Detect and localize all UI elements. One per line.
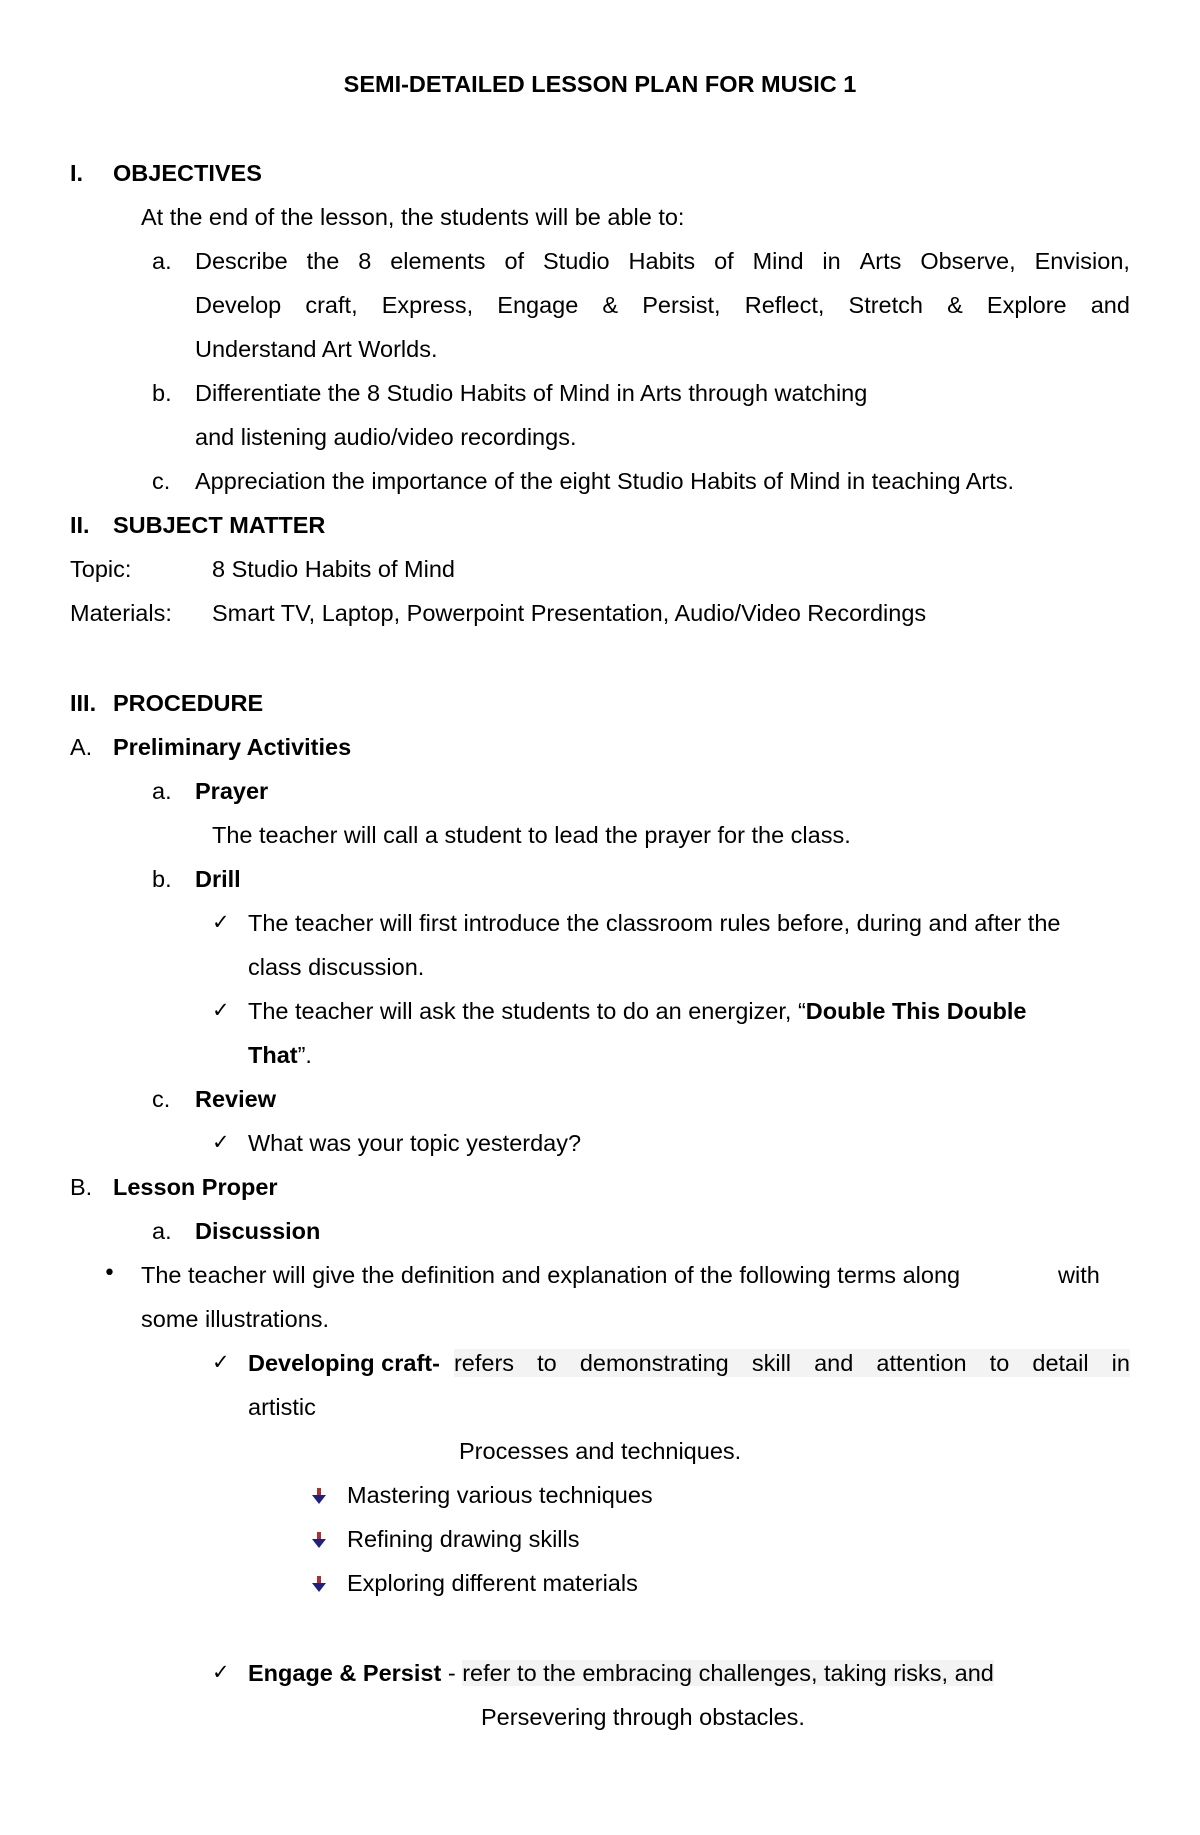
engage-persist-line-1	[248, 1659, 994, 1687]
subsection-marker: B.	[70, 1174, 93, 1200]
word: Reflect,	[744, 292, 825, 318]
drill-heading: Drill	[195, 866, 241, 892]
section-number-subject-matter: II.	[70, 512, 90, 538]
check-mark-icon: ✓	[212, 910, 230, 934]
term-developing-craft: Developing craft-	[248, 1350, 440, 1376]
bullet-dot-icon: •	[103, 1261, 116, 1286]
developing-craft-line-3: Processes and techniques.	[459, 1438, 742, 1464]
drill-item-2-text: The teacher will ask the students to do an energizer, “	[248, 998, 806, 1024]
objective-a-line-1	[195, 247, 1130, 275]
word: Habits	[628, 248, 696, 274]
subsection-heading-lesson-proper: Lesson Proper	[113, 1174, 278, 1200]
discussion-bullet-line-1-end: with	[1058, 1262, 1100, 1288]
word: Envision,	[1034, 248, 1130, 274]
prayer-heading: Prayer	[195, 778, 269, 804]
prayer-text: The teacher will call a student to lead the prayer for the class.	[212, 822, 851, 848]
list-marker: b.	[152, 380, 172, 406]
review-item: What was your topic yesterday?	[248, 1130, 582, 1156]
list-marker: b.	[152, 866, 172, 892]
word: skill	[751, 1350, 792, 1376]
energizer-name: Double This Double	[805, 998, 1027, 1024]
word: craft,	[305, 292, 358, 318]
word: 8	[358, 248, 372, 274]
drill-item-2-close: ”.	[297, 1042, 312, 1068]
developing-craft-point-3: Exploring different materials	[347, 1570, 638, 1596]
term-engage-persist: Engage & Persist	[248, 1660, 442, 1686]
drill-item-2-line-1	[248, 997, 1026, 1025]
engage-persist-definition: refer to the embracing challenges, taking risks, and	[462, 1660, 994, 1686]
list-marker: c.	[152, 1086, 171, 1112]
engage-persist-line-2: Persevering through obstacles.	[481, 1704, 805, 1730]
word: &	[947, 292, 963, 318]
down-arrow-bullet-icon	[312, 1531, 326, 1549]
word: in	[822, 248, 841, 274]
subsection-heading-preliminary: Preliminary Activities	[113, 734, 352, 760]
drill-item-2-line-2	[248, 1041, 312, 1069]
document-title: SEMI-DETAILED LESSON PLAN FOR MUSIC 1	[343, 71, 857, 97]
topic-label: Topic:	[70, 556, 132, 582]
section-number-objectives: I.	[70, 160, 84, 186]
developing-craft-line-1	[248, 1349, 1130, 1377]
down-arrow-bullet-icon	[312, 1487, 326, 1505]
check-mark-icon: ✓	[212, 1350, 230, 1374]
word: and	[1090, 292, 1130, 318]
drill-item-1-line-1: The teacher will first introduce the classroom rules before, during and after the	[248, 910, 1061, 936]
discussion-bullet-line-2: some illustrations.	[141, 1306, 330, 1332]
drill-item-1-line-2: class discussion.	[248, 954, 425, 980]
check-mark-icon: ✓	[212, 1660, 230, 1684]
developing-craft-line-2: artistic	[248, 1394, 316, 1420]
word: of	[504, 248, 525, 274]
materials-label: Materials:	[70, 600, 172, 626]
developing-craft-point-2: Refining drawing skills	[347, 1526, 580, 1552]
check-mark-icon: ✓	[212, 1130, 230, 1154]
check-mark-icon: ✓	[212, 998, 230, 1022]
word: the	[306, 248, 340, 274]
word: detail	[1032, 1350, 1089, 1376]
word: Studio	[542, 248, 610, 274]
word: elements	[390, 248, 486, 274]
objective-a-line-3: Understand Art Worlds.	[195, 336, 438, 362]
word: and	[814, 1350, 854, 1376]
section-heading-objectives: OBJECTIVES	[113, 160, 262, 186]
word: Observe,	[920, 248, 1016, 274]
section-heading-subject-matter: SUBJECT MATTER	[113, 512, 326, 538]
energizer-name-end: That	[248, 1042, 298, 1068]
discussion-bullet-line-1: The teacher will give the definition and explanation of the following terms along	[141, 1262, 961, 1288]
list-marker: a.	[152, 1218, 172, 1244]
word: Arts	[859, 248, 902, 274]
word: &	[602, 292, 619, 318]
word: Persist,	[642, 292, 721, 318]
word: Explore	[986, 292, 1067, 318]
word: to	[537, 1350, 557, 1376]
developing-craft-definition	[454, 1349, 1130, 1377]
word: Stretch	[848, 292, 923, 318]
list-marker: a.	[152, 248, 172, 274]
word: Describe	[195, 248, 288, 274]
discussion-heading: Discussion	[195, 1218, 321, 1244]
word: Engage	[497, 292, 579, 318]
topic-value: 8 Studio Habits of Mind	[212, 556, 455, 582]
objective-b-line-2: and listening audio/video recordings.	[195, 424, 577, 450]
subsection-marker: A.	[70, 734, 93, 760]
word: refers	[453, 1350, 515, 1376]
review-heading: Review	[195, 1086, 276, 1112]
objective-b-line-1: Differentiate the 8 Studio Habits of Mind in Arts through watching	[195, 380, 868, 406]
word: to	[989, 1350, 1010, 1376]
objective-a-line-2	[195, 291, 1130, 319]
word: of	[714, 248, 734, 274]
list-marker: a.	[152, 778, 172, 804]
word: Mind	[752, 248, 804, 274]
materials-value: Smart TV, Laptop, Powerpoint Presentation, Audio/Video Recordings	[212, 600, 927, 626]
section-number-procedure: III.	[70, 690, 97, 716]
down-arrow-bullet-icon	[312, 1575, 326, 1593]
section-heading-procedure: PROCEDURE	[113, 690, 264, 716]
word: attention	[876, 1350, 967, 1376]
objectives-intro: At the end of the lesson, the students will be able to:	[141, 204, 685, 230]
objective-c-line-1: Appreciation the importance of the eight Studio Habits of Mind in teaching Arts.	[195, 468, 1015, 494]
word: in	[1111, 1350, 1130, 1376]
word: Express,	[381, 292, 474, 318]
developing-craft-point-1: Mastering various techniques	[347, 1482, 653, 1508]
list-marker: c.	[152, 468, 171, 494]
term-separator: -	[441, 1660, 463, 1686]
word: Develop	[195, 292, 282, 318]
word: demonstrating	[579, 1350, 729, 1376]
